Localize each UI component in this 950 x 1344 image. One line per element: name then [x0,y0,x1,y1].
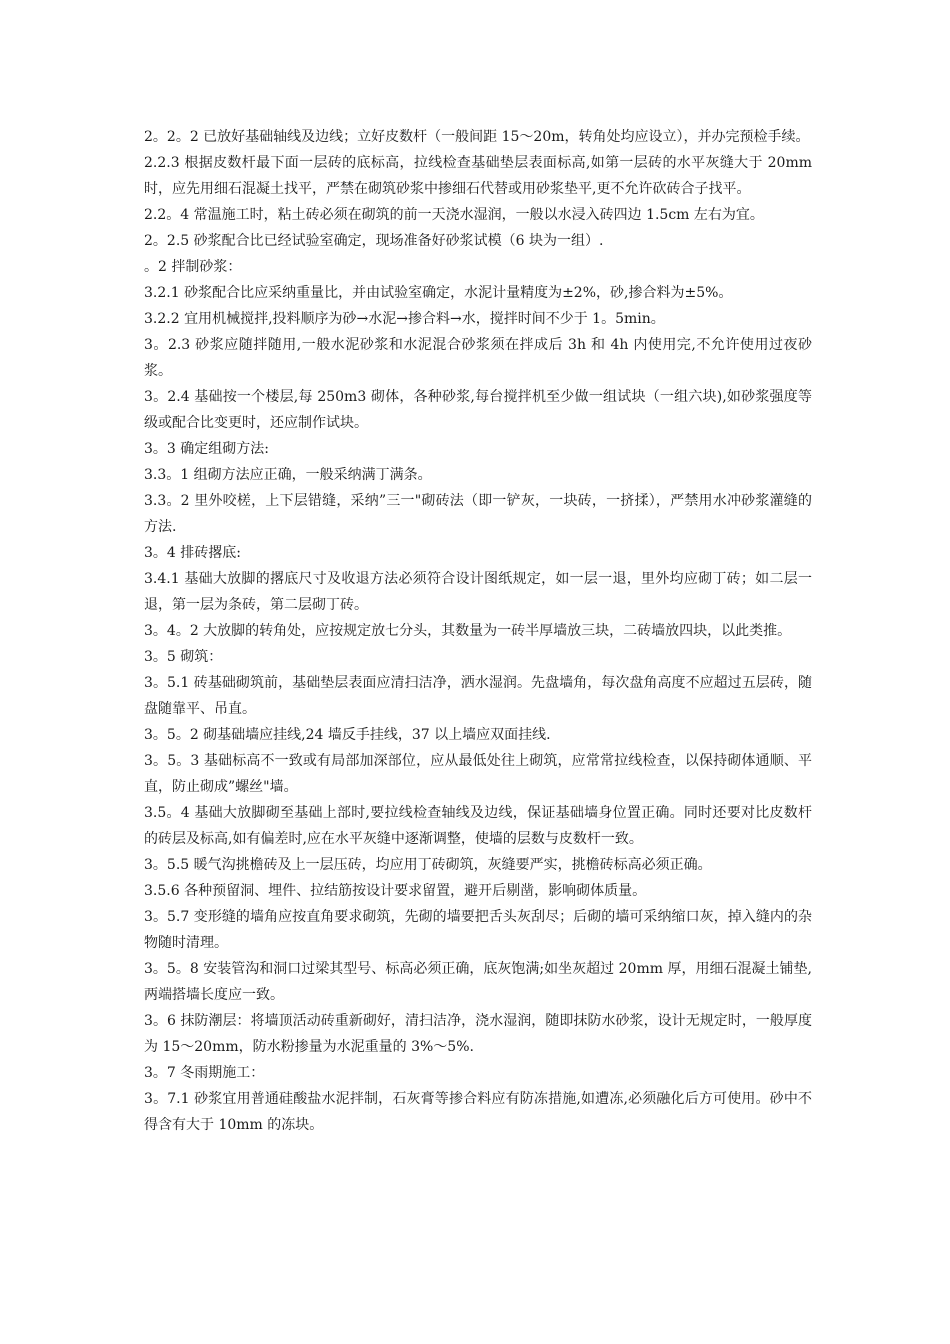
paragraph-3-3-2: 3.3。2 里外咬槎，上下层错缝，采纳”三一"砌砖法（即一铲灰，一块砖，一挤揉），严禁用水冲砂浆灌缝的方法. [144,493,812,535]
paragraph-3-5-6: 3.5.6 各种预留洞、埋件、拉结筋按设计要求留置，避开后剔凿，影响砌体质量。 [144,883,647,899]
paragraph-3-5-3: 3。5。3 基础标高不一致或有局部加深部位，应从最低处往上砌筑，应常常拉线检查，以保持砌体通顺、平直，防止砌成”螺丝"墙。 [144,753,812,795]
section-heading-3-5: 3。5 砌筑： [144,649,223,665]
paragraph-3-6: 3。6 抹防潮层：将墙顶活动砖重新砌好，清扫洁净，浇水湿润，随即抹防水砂浆，设计无规定时，一般厚度为 15～20mm，防水粉掺量为水泥重量的 3%～5%. [144,1013,812,1055]
section-heading-3-4: 3。4 排砖撂底: [144,545,241,561]
section-heading-3-7: 3。7 冬雨期施工： [144,1065,265,1081]
paragraph-2-2-4: 2.2。4 常温施工时，粘土砖必须在砌筑的前一天浇水湿润，一般以水浸入砖四边 1.5cm 左右为宜。 [144,207,764,223]
paragraph-3-2-2: 3.2.2 宜用机械搅拌,投料顺序为砂→水泥→掺合料→水，搅拌时间不少于 1。5min。 [144,311,665,327]
paragraph-3-7-1: 3。7.1 砂浆宜用普通硅酸盐水泥拌制，石灰膏等掺合料应有防冻措施,如遭冻,必须融化后方可使用。砂中不得含有大于 10mm 的冻块。 [144,1091,812,1133]
paragraph-3-4-1: 3.4.1 基础大放脚的撂底尺寸及收退方法必须符合设计图纸规定，如一层一退，里外均应砌丁砖；如二层一退，第一层为条砖，第二层砌丁砖。 [144,571,812,613]
paragraph-3-4-2: 3。4。2 大放脚的转角处，应按规定放七分头，其数量为一砖半厚墙放三块，二砖墙放四块，以此类推。 [144,623,792,639]
paragraph-3-5-1: 3。5.1 砖基础砌筑前，基础垫层表面应清扫洁净，洒水湿润。先盘墙角，每次盘角高度不应超过五层砖，随盘随靠平、吊直。 [144,675,812,717]
section-heading-mix-mortar: 。2 拌制砂浆： [144,259,242,275]
section-heading-3-3: 3。3 确定组砌方法: [144,441,269,457]
paragraph-3-2-1: 3.2.1 砂浆配合比应采纳重量比，并由试验室确定，水泥计量精度为±2%，砂,掺合料为±5%。 [144,285,733,301]
paragraph-3-3-1: 3.3。1 组砌方法应正确，一般采纳满丁满条。 [144,467,432,483]
paragraph-3-5-2: 3。5。2 砌基础墙应挂线,24 墙反手挂线，37 以上墙应双面挂线. [144,727,551,743]
paragraph-2-2-2: 2。2。2 已放好基础轴线及边线；立好皮数杆（一般间距 15～20m，转角处均应设立），并办完预检手续。 [144,129,810,145]
paragraph-2-2-5: 2。2.5 砂浆配合比已经试验室确定，现场准备好砂浆试模（6 块为一组）. [144,233,604,249]
paragraph-2-2-3: 2.2.3 根据皮数杆最下面一层砖的底标高，拉线检查基础垫层表面标高,如第一层砖的水平灰缝大于 20mm 时，应先用细石混凝土找平，严禁在砌筑砂浆中掺细石代替或用砂浆垫平,更不允许砍砖合子找平。 [144,155,817,197]
document-body [144,124,817,1138]
paragraph-3-5-4: 3.5。4 基础大放脚砌至基础上部时,要拉线检查轴线及边线，保证基础墙身位置正确。同时还要对比皮数杆的砖层及标高,如有偏差时,应在水平灰缝中逐渐调整，使墙的层数与皮数杆一致。 [144,805,812,847]
paragraph-3-5-7: 3。5.7 变形缝的墙角应按直角要求砌筑，先砌的墙要把舌头灰刮尽；后砌的墙可采纳缩口灰，掉入缝内的杂物随时清理。 [144,909,812,951]
paragraph-3-5-5: 3。5.5 暖气沟挑檐砖及上一层压砖，均应用丁砖砌筑，灰缝要严实，挑檐砖标高必须正确。 [144,857,712,873]
paragraph-3-2-4: 3。2.4 基础按一个楼层,每 250m3 砌体，各种砂浆,每台搅拌机至少做一组试块（一组六块),如砂浆强度等级或配合比变更时，还应制作试块。 [144,389,812,431]
paragraph-3-5-8: 3。5。8 安装管沟和洞口过梁其型号、标高必须正确，底灰饱满;如坐灰超过 20mm 厚，用细石混凝土铺垫,两端搭墙长度应一致。 [144,961,812,1003]
paragraph-3-2-3: 3。2.3 砂浆应随拌随用,一般水泥砂浆和水泥混合砂浆须在拌成后 3h 和 4h 内使用完,不允许使用过夜砂浆。 [144,337,812,379]
